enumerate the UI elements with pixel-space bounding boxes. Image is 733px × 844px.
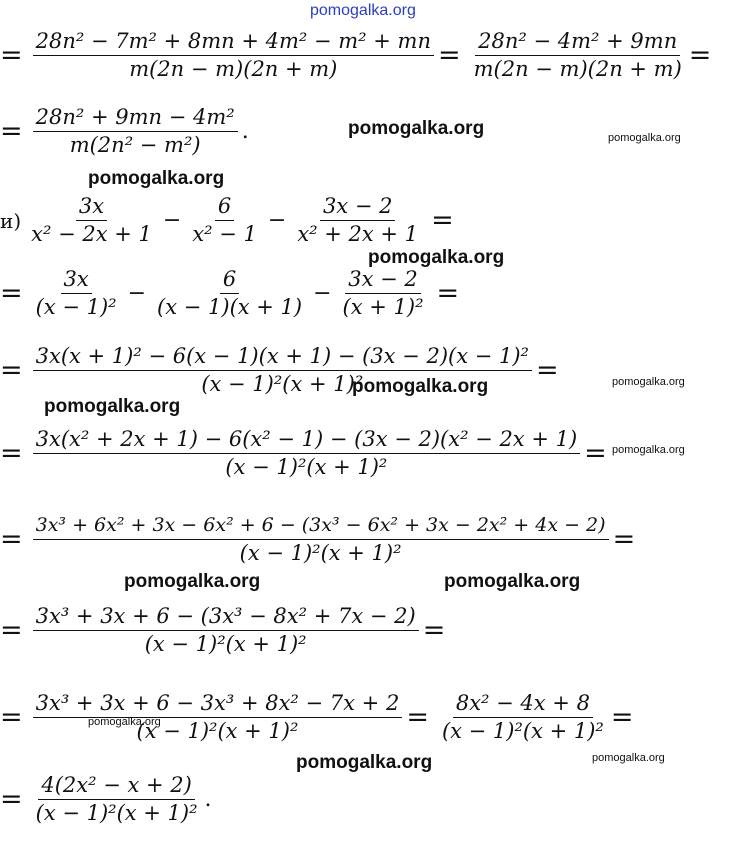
watermark: pomogalka.org (88, 716, 161, 728)
fraction (294, 193, 421, 248)
numerator: 6 (215, 193, 234, 221)
denominator: (x − 1)(x + 1) (157, 295, 303, 319)
fraction (33, 512, 609, 567)
denominator: (x − 1)²(x + 1)² (239, 541, 402, 565)
equation-line-2 (0, 104, 249, 159)
watermark: pomogalka.org (124, 571, 261, 592)
denominator: x² − 2x + 1 (31, 222, 152, 246)
minus-sign: − (127, 281, 147, 306)
denominator: (x + 1)² (342, 295, 424, 319)
equals-sign: = (422, 615, 446, 646)
numerator: 3x³ + 3x + 6 − 3x³ + 8x² − 7x + 2 (33, 690, 403, 718)
equals-sign: = (0, 278, 23, 309)
denominator: (x − 1)²(x + 1)² (441, 719, 604, 743)
equals-sign: = (0, 355, 23, 386)
fraction (33, 603, 419, 658)
watermark: pomogalka.org (352, 376, 489, 397)
equals-sign: = (0, 702, 23, 733)
numerator: 3x³ + 6x² + 3x − 6x² + 6 − (3x³ − 6x² + 3x − 2x² + 4x − 2) (33, 512, 609, 540)
numerator: 3x³ + 3x + 6 − (3x³ − 8x² + 7x − 2) (33, 603, 419, 631)
equals-sign: = (0, 116, 23, 147)
denominator: (x − 1)² (35, 295, 117, 319)
watermark: pomogalka.org (348, 118, 485, 139)
equals-sign: = (437, 40, 461, 71)
denominator: (x − 1)²(x + 1)² (35, 801, 198, 825)
numerator: 3x (76, 193, 107, 221)
watermark: pomogalka.org (88, 168, 225, 189)
watermark: pomogalka.org (368, 247, 505, 268)
equation-line-1 (0, 28, 717, 83)
equation-line-6 (0, 426, 613, 481)
equals-sign: = (0, 615, 23, 646)
equals-sign: = (406, 702, 429, 733)
numerator: 28n² − 4m² + 9mn (475, 28, 680, 56)
numerator: 28n² − 7m² + 8mn + 4m² − m² + mn (33, 28, 434, 56)
numerator: 3x(x + 1)² − 6(x − 1)(x + 1) − (3x − 2)(x − 1)² (33, 343, 532, 371)
equation-line-3 (0, 193, 460, 248)
watermark: pomogalka.org (612, 444, 685, 456)
equals-sign: = (0, 524, 23, 555)
minus-sign: − (267, 208, 287, 233)
denominator: m(2n − m)(2n + m) (129, 57, 338, 81)
fraction (33, 28, 434, 83)
fraction (154, 266, 305, 321)
equals-sign: = (610, 702, 634, 733)
watermark: pomogalka.org (44, 396, 181, 417)
denominator: x² − 1 (192, 222, 257, 246)
equals-sign: = (0, 40, 23, 71)
equals-sign: = (688, 40, 712, 71)
numerator: 8x² − 4x + 8 (453, 690, 593, 718)
equals-sign: = (436, 278, 460, 309)
fraction (28, 193, 155, 248)
numerator: 4(2x² − x + 2) (38, 772, 194, 800)
problem-label: и) (0, 208, 22, 233)
period: . (204, 787, 212, 812)
period: . (241, 119, 249, 144)
equation-line-7 (0, 512, 641, 567)
watermark: pomogalka.org (296, 752, 433, 773)
fraction (439, 690, 607, 745)
numerator: 3x(x² + 2x + 1) − 6(x² − 1) − (3x − 2)(x² − 2x + 1) (33, 426, 581, 454)
denominator: (x − 1)²(x + 1)² (144, 632, 307, 656)
watermark: pomogalka.org (444, 571, 581, 592)
numerator: 3x − 2 (320, 193, 396, 221)
equals-sign: = (0, 784, 23, 815)
equation-line-10 (0, 772, 212, 827)
numerator: 28n² + 9mn − 4m² (33, 104, 238, 132)
denominator: (x − 1)²(x + 1)² (201, 372, 364, 396)
denominator: m(2n − m)(2n + m) (473, 57, 682, 81)
fraction (33, 772, 201, 827)
watermark: pomogalka.org (612, 376, 685, 388)
minus-sign: − (162, 208, 182, 233)
denominator: (x − 1)²(x + 1)² (136, 719, 299, 743)
fraction (340, 266, 427, 321)
fraction (189, 193, 260, 248)
fraction (471, 28, 685, 83)
denominator: x² + 2x + 1 (297, 222, 419, 246)
equation-line-4 (0, 266, 465, 321)
numerator: 3x − 2 (345, 266, 421, 294)
minus-sign: − (313, 281, 332, 306)
header-watermark: pomogalka.org (310, 2, 416, 19)
fraction (33, 426, 581, 481)
equals-sign: = (612, 524, 636, 555)
equals-sign: = (535, 355, 559, 386)
fraction (33, 266, 120, 321)
fraction (33, 104, 238, 159)
equation-line-8 (0, 603, 451, 658)
numerator: 3x (61, 266, 92, 294)
watermark: pomogalka.org (592, 752, 665, 764)
equals-sign: = (0, 438, 23, 469)
denominator: (x − 1)²(x + 1)² (225, 455, 388, 479)
equals-sign: = (431, 205, 454, 236)
denominator: m(2n² − m²) (69, 133, 201, 157)
watermark: pomogalka.org (608, 132, 681, 144)
numerator: 6 (220, 266, 239, 294)
equals-sign: = (584, 438, 607, 469)
